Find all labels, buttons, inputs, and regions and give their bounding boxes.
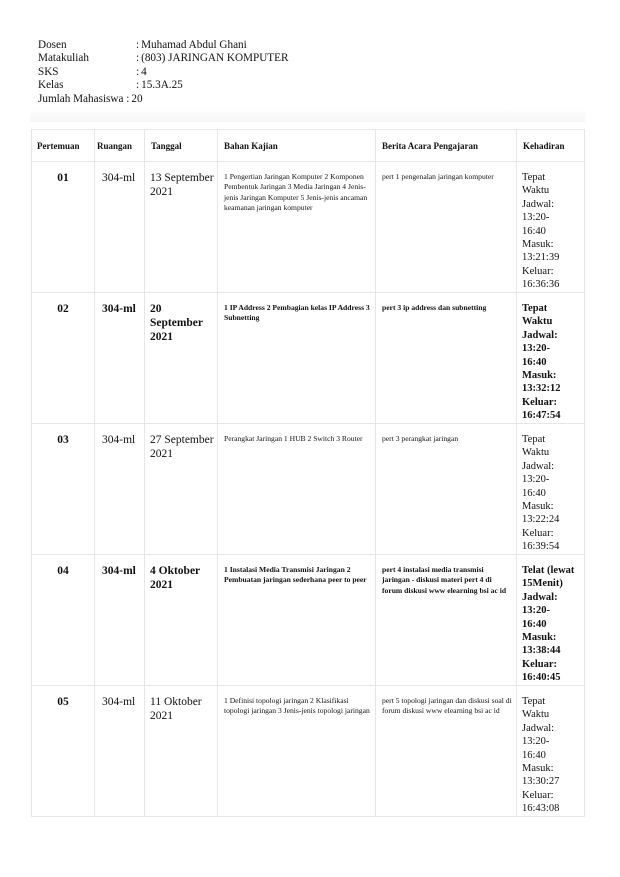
info-label: Kelas (38, 79, 64, 92)
kehadiran-line: Masuk: (522, 632, 557, 644)
kehadiran-line: 16:47:54 (522, 410, 561, 422)
kehadiran-line: Keluar: (522, 658, 557, 670)
ruangan-cell: 304-ml (102, 303, 136, 315)
kehadiran-line: Jadwal: (522, 198, 555, 210)
kehadiran-cell (517, 162, 584, 292)
tanggal-cell: 4 Oktober 2021 (150, 565, 200, 591)
info-row-dosen (38, 39, 288, 52)
kehadiran-line: 13:30:27 (522, 776, 560, 788)
header-divider (30, 108, 585, 122)
kehadiran-line: 13:20- (522, 474, 550, 486)
info-row-jumlah-mahasiswa (38, 93, 288, 106)
ruangan-cell: 304-ml (102, 696, 136, 708)
pertemuan-number: 05 (57, 696, 69, 708)
kehadiran-line: Tepat (522, 172, 546, 183)
column-header-bahan-kajian: Bahan Kajian (218, 130, 376, 162)
berita-acara-cell: pert 4 instalasi media transmisi jaringan - diskusi materi pert 4 di forum diskusi www elearning bsi ac id (382, 565, 507, 595)
kehadiran-cell (517, 555, 584, 685)
kehadiran-line: Waktu (522, 709, 550, 721)
kehadiran-cell (517, 424, 584, 554)
column-header-berita-acara: Berita Acara Pengajaran (376, 130, 517, 162)
berita-acara-cell: pert 3 ip address dan subnetting (382, 303, 487, 312)
table-row (32, 686, 585, 817)
column-header-kehadiran: Kehadiran (517, 130, 585, 162)
info-value: 15.3A.25 (141, 79, 183, 92)
info-separator: : (136, 39, 140, 51)
table-row (32, 555, 585, 686)
kehadiran-line: 16:36:36 (522, 279, 560, 291)
kehadiran-line: Jadwal: (522, 329, 558, 341)
info-separator: : (126, 92, 130, 105)
kehadiran-line: 16:40 (522, 356, 547, 368)
info-value: 4 (141, 65, 147, 78)
kehadiran-line: Keluar: (522, 789, 554, 801)
pertemuan-number: 02 (57, 303, 69, 315)
kehadiran-line: Jadwal: (522, 591, 558, 603)
tanggal-cell: 20 September 2021 (150, 303, 203, 343)
tanggal-cell: 11 Oktober 2021 (150, 696, 202, 722)
bahan-kajian-cell: Perangkat Jaringan 1 HUB 2 Switch 3 Router (224, 434, 363, 443)
ruangan-cell: 304-ml (102, 565, 136, 577)
bahan-kajian-cell: 1 IP Address 2 Pembagian kelas IP Address 3 Subnetting (224, 303, 370, 323)
kehadiran-line: Jadwal: (522, 722, 555, 734)
kehadiran-line: 13:38:44 (522, 645, 561, 657)
kehadiran-line: 13:21:39 (522, 252, 560, 264)
bahan-kajian-cell: 1 Pengertian Jaringan Komputer 2 Komponen Pembentuk Jaringan 3 Media Jaringan 4 Jenis-jenis Jaringan Komputer 5 Jenis-jenis ancaman keamanan jaringan komputer (224, 172, 368, 213)
kehadiran-line: 13:20- (522, 212, 550, 224)
kehadiran-line: Jadwal: (522, 460, 555, 472)
kehadiran-line: 15Menit) (522, 578, 563, 590)
tanggal-cell: 27 September 2021 (150, 434, 214, 460)
kehadiran-line: Masuk: (522, 370, 557, 382)
table-row (32, 293, 585, 424)
info-label: SKS (38, 65, 59, 78)
course-info (38, 39, 288, 106)
kehadiran-line: Keluar: (522, 396, 557, 408)
berita-acara-cell: pert 3 perangkat jaringan (382, 434, 459, 443)
kehadiran-line: Waktu (522, 185, 550, 197)
kehadiran-cell (517, 686, 584, 816)
tanggal-cell: 13 September 2021 (150, 172, 214, 198)
kehadiran-line: 16:40:45 (522, 672, 561, 684)
info-separator: : (136, 79, 140, 92)
info-separator: : (136, 65, 140, 78)
kehadiran-line: 16:39:54 (522, 541, 560, 553)
info-row-matakuliah (38, 52, 288, 65)
column-header-tanggal: Tanggal (145, 130, 218, 162)
info-label: Jumlah Mahasiswa (38, 92, 124, 105)
kehadiran-line: Waktu (522, 316, 553, 328)
berita-acara-cell: pert 1 pengenalan jaringan komputer (382, 172, 494, 181)
bahan-kajian-cell: 1 Instalasi Media Transmisi Jaringan 2 Pembuatan jaringan sederhana peer to peer (224, 565, 367, 585)
info-separator: : (136, 52, 140, 65)
kehadiran-line: 13:32:12 (522, 383, 561, 395)
kehadiran-line: 16:40 (522, 749, 546, 761)
kehadiran-line: 16:40 (522, 225, 546, 237)
info-value: 20 (131, 92, 143, 105)
kehadiran-line: 13:22:24 (522, 514, 560, 526)
kehadiran-line: 16:43:08 (522, 803, 560, 815)
ruangan-cell: 304-ml (102, 434, 136, 446)
table-header-row (32, 130, 585, 162)
info-row-kelas (38, 79, 288, 92)
pertemuan-number: 01 (57, 172, 69, 184)
berita-acara-cell: pert 5 topologi jaringan dan diskusi soal di forum diskusi www elearning bsi ac id (382, 696, 512, 716)
info-row-sks (38, 66, 288, 79)
info-value: (803) JARINGAN KOMPUTER (141, 52, 289, 65)
kehadiran-line: Tepat (522, 696, 546, 707)
bahan-kajian-cell: 1 Definisi topologi jaringan 2 Klasifikasi topologi jaringan 3 Jenis-jenis topologi jaringan (224, 696, 370, 716)
column-header-ruangan: Ruangan (95, 130, 145, 162)
kehadiran-line: 16:40 (522, 618, 547, 630)
kehadiran-line: Telat (lewat (522, 565, 575, 576)
kehadiran-line: Keluar: (522, 527, 554, 539)
table-row (32, 424, 585, 555)
kehadiran-cell (517, 293, 584, 423)
kehadiran-line: Masuk: (522, 501, 554, 513)
ruangan-cell: 304-ml (102, 172, 136, 184)
pertemuan-number: 03 (57, 434, 69, 446)
kehadiran-line: Keluar: (522, 265, 554, 277)
info-value: Muhamad Abdul Ghani (141, 39, 247, 51)
kehadiran-line: 13:20- (522, 605, 550, 617)
kehadiran-line: Tepat (522, 434, 546, 445)
kehadiran-line: Masuk: (522, 239, 554, 251)
kehadiran-line: Masuk: (522, 763, 554, 775)
pertemuan-number: 04 (57, 565, 69, 577)
kehadiran-line: Waktu (522, 447, 550, 459)
kehadiran-line: 13:20- (522, 343, 550, 355)
table-row (32, 162, 585, 293)
info-label: Dosen (38, 39, 67, 51)
kehadiran-line: 13:20- (522, 736, 550, 748)
column-header-pertemuan: Pertemuan (32, 130, 95, 162)
kehadiran-line: 16:40 (522, 487, 546, 499)
attendance-table (31, 129, 585, 817)
info-label: Matakuliah (38, 52, 89, 65)
kehadiran-line: Tepat (522, 303, 548, 314)
